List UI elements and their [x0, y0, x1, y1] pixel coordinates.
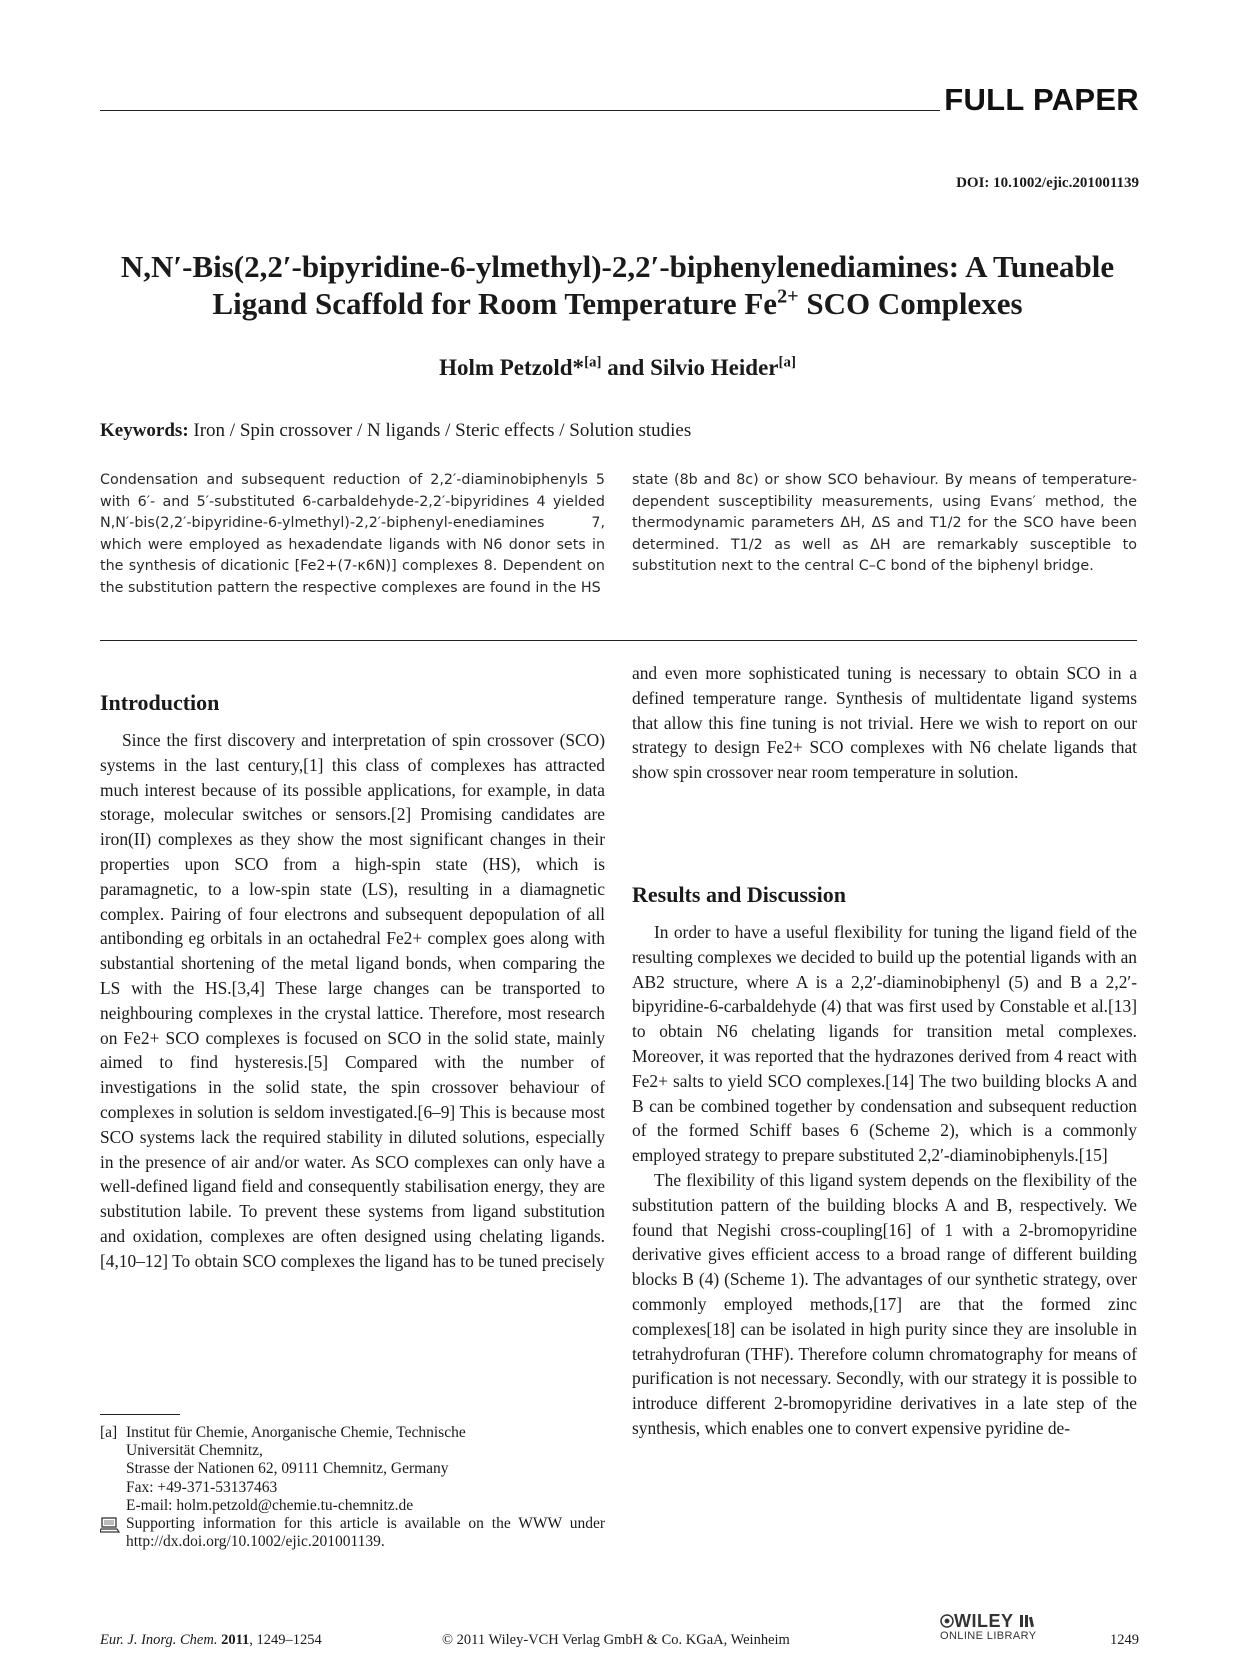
journal-name: Eur. J. Inorg. Chem. [100, 1632, 218, 1648]
journal-pages: , 1249–1254 [249, 1632, 322, 1648]
copyright: © 2011 Wiley-VCH Verlag GmbH & Co. KGaA, Weinheim [442, 1632, 790, 1648]
title-line-1: N,N′-Bis(2,2′-bipyridine-6-ylmethyl)-2,2′-biphenylenediamines: A Tuneable [120, 249, 1115, 284]
doi[interactable]: DOI: 10.1002/ejic.201001139 [956, 175, 1139, 191]
wiley-logo[interactable] [940, 1612, 1037, 1643]
journal-year: 2011 [221, 1632, 250, 1648]
intro-continued-paragraph: and even more sophisticated tuning is necessary to obtain SCO in a defined temperature range. Synthesis of multidentate ligand systems that allow this fine tuning is not trivial. Here we wish to report on our strategy to design Fe2+ SCO complexes with N6 chelate ligands that show spin crossover near room temperature in solution. [632, 663, 1137, 783]
affiliation-line: Strasse der Nationen 62, 09111 Chemnitz, Germany [126, 1460, 449, 1478]
footnote-rule [100, 1414, 180, 1415]
page-number: 1249 [1110, 1632, 1139, 1648]
affiliation-line: Universität Chemnitz, [126, 1442, 263, 1460]
keywords-text: Iron / Spin crossover / N ligands / Steric effects / Solution studies [188, 420, 692, 441]
abstract-rule [100, 640, 1137, 641]
supporting-info-footnote [100, 1515, 605, 1551]
supporting-info-text[interactable]: Supporting information for this article is available on the WWW under http://dx.doi.org/10.1002/ejic.201001139. [126, 1515, 605, 1551]
intro-paragraph: Since the first discovery and interpretation of spin crossover (SCO) systems in the last century,[1] this class of complexes has attracted much interest because of its possible applications, for example, in data storage, molecular switches or sensors.[2] Promising candidates are iron(II) complexes as they show the most significant changes in their properties upon SCO from a high-spin state (HS), which is paramagnetic, to a low-spin state (LS), resulting in a diamagnetic complex. Pairing of four electrons and subsequent depopulation of all antibonding eg orbitals in an octahedral Fe2+ complex goes along with substantial shortening of the metal ligand bonds, when comparing the LS with the HS.[3,4] These large changes can be transported to neighbouring complexes in the crystal lattice. Therefore, most research on Fe2+ SCO complexes is focused on SCO in the solid state, mainly aimed to find hysteresis.[5] Compared with the number of investigations in the solid state, the spin crossover behaviour of complexes in solution is seldom investigated.[6–9] This is because most SCO systems lack the required stability in diluted solutions, especially in the presence of air and/or water. As SCO complexes can only have a well-defined ligand field and consequently stabilisation energy, they are substitution labile. To prevent these systems from ligand substitution and oxidation, complexes are often designed using chelating ligands.[4,10–12] To obtain SCO complexes the ligand has to be tuned precisely [100, 730, 605, 1271]
title-line-2: Ligand Scaffold for Room Temperature $Fe^{2+}$ SCO Complexes [212, 285, 1023, 321]
computer-icon [100, 1515, 126, 1551]
author-2-affiliation: [a] [778, 354, 796, 371]
results-paragraph-2: The flexibility of this ligand system depends on the flexibility of the substitution pattern of the building blocks A and B, respectively. We found that Negishi cross-coupling[16] of 1 with a 2-bromopyridine derivative gives efficient access to a broad range of different building blocks B (4) (Scheme 1). The advantages of our synthetic strategy, over commonly employed methods,[17] are that the formed zinc complexes[18] can be isolated in high purity since they are insoluble in tetrahydrofuran (THF). Therefore column chromatography for means of purification is not necessary. Secondly, with our strategy it is possible to introduce different 2-bromopyridine derivatives in a late step of the synthesis, which enables one to convert expensive pyridine de- [632, 1169, 1137, 1438]
keywords [100, 420, 691, 442]
wiley-mark-icon [940, 1614, 954, 1628]
article-title [100, 248, 1135, 322]
abstract-right: state (8b and 8c) or show SCO behaviour. By means of temperature-dependent susceptibility measurements, using Evans′ method, the thermodynamic parameters ΔH, ΔS and T1/2 for the SCO have been determined. T1/2 as well as ΔH are remarkably susceptible to substitution next to the central C–C bond of the biphenyl bridge. [632, 472, 1137, 575]
wiley-logo-text: WILEY [940, 1612, 1037, 1630]
intro-body [100, 728, 605, 1274]
intro-continued [632, 661, 1137, 785]
heading-results: Results and Discussion [632, 882, 846, 907]
results-body [632, 920, 1137, 1441]
wiley-online-library: ONLINE LIBRARY [940, 1630, 1037, 1642]
affiliation-line: Fax: +49-371-53137463 [126, 1478, 278, 1496]
author-1-affiliation: [a] [584, 354, 602, 371]
affiliation-email[interactable]: E-mail: holm.petzold@chemie.tu-chemnitz.de [126, 1496, 414, 1514]
journal-citation [100, 1632, 322, 1649]
author-1: Holm Petzold* [439, 355, 585, 380]
footnotes [100, 1424, 605, 1551]
heading-introduction: Introduction [100, 690, 220, 715]
affiliation-footnote [100, 1424, 605, 1515]
section-label: FULL PAPER [944, 82, 1139, 117]
library-books-icon [1019, 1614, 1037, 1628]
affiliation-line: Institut für Chemie, Anorganische Chemie, Technische [126, 1424, 466, 1441]
results-paragraph-1: In order to have a useful flexibility for tuning the ligand field of the resulting complexes we decided to build up the potential ligands with an AB2 structure, where A is a 2,2′-diaminobiphenyl (5) and B a 2,2′-bipyridine-6-carbaldehyde (4) that was first used by Constable et al.[13] to obtain N6 chelating ligands for transition metal complexes. Moreover, it was reported that the hydrazones derived from 4 react with Fe2+ salts to yield SCO complexes.[14] The two building blocks A and B can be combined together by condensation and subsequent reduction of the formed Schiff bases 6 (Scheme 2), which is a commonly employed strategy to prepare substituted 2,2′-diaminobiphenyls.[15] [632, 922, 1137, 1166]
header-rule [100, 110, 940, 111]
author-2: Silvio Heider [650, 355, 779, 380]
authors: Holm Petzold*[a] and Silvio Heider[a] [439, 354, 796, 380]
keywords-label: Keywords: [100, 420, 189, 441]
affiliation-tag: [a] [100, 1424, 118, 1441]
abstract-left: Condensation and subsequent reduction of 2,2′-diaminobiphenyls 5 with 6′- and 5′-substituted 6-carbaldehyde-2,2′-bipyridines 4 yielded N,N′-bis(2,2′-bipyridine-6-ylmethyl)-2,2′-biphenyl-enediamines 7, which were employed as hexadendate ligands with N6 donor sets in the synthesis of dicationic [Fe2+(7-κ6N)] complexes 8. Dependent on the substitution pattern the respective complexes are found in the HS [100, 472, 605, 596]
